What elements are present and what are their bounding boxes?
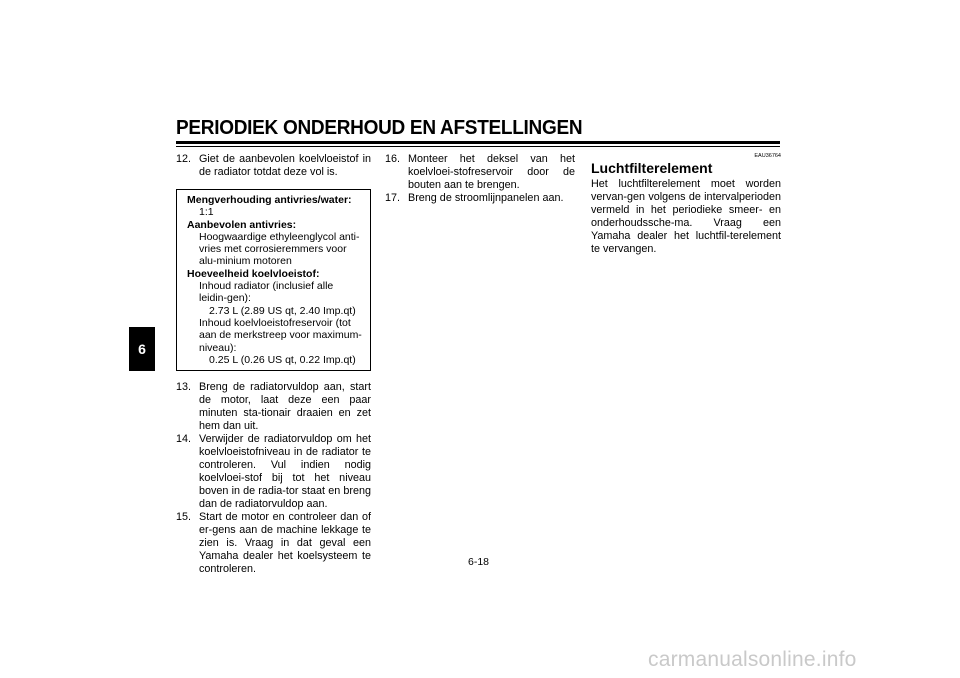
coolant-spec-box — [176, 189, 371, 371]
mix-label: Mengverhouding antivries/water: — [187, 194, 352, 206]
middle-column — [385, 153, 575, 205]
mix-value: 1:1 — [199, 206, 214, 219]
step-14 — [176, 433, 371, 511]
step-number: 15. — [176, 511, 192, 524]
step-13 — [176, 381, 371, 433]
step-number: 12. — [176, 153, 192, 165]
step-text: Breng de radiatorvuldop aan, start de motor, laat deze een paar minuten sta-tionair draaien en zet hem dan uit. — [199, 381, 371, 433]
header-rule-thin — [176, 146, 780, 147]
chapter-number: 6 — [138, 341, 146, 357]
antifreeze-value: Hoogwaardige ethyleenglycol anti-vries met corrosieremmers voor alu-minium motoren — [199, 230, 360, 268]
page-title: PERIODIEK ONDERHOUD EN AFSTELLINGEN — [176, 117, 583, 139]
radiator-label: Inhoud radiator (inclusief alle leidin-gen): — [199, 280, 334, 305]
header-rule-thick — [176, 141, 780, 144]
step-text: Breng de stroomlijnpanelen aan. — [408, 192, 564, 204]
step-12 — [176, 153, 371, 179]
step-number: 17. — [385, 192, 401, 204]
step-17 — [385, 192, 575, 205]
step-text: Verwijder de radiatorvuldop om het koelvloeistofniveau in de radiator te controleren. Vul indien nodig koelvloei-stof bij tot het niveau boven in de radia-tor staat en breng dan de radiatorvuldop aan. — [199, 433, 371, 511]
step-16 — [385, 153, 575, 192]
section-body: Het luchtfilterelement moet worden vervan-gen volgens de intervalperioden vermeld in het periodieke smeer- en onderhoudssche-ma. Vraag een Yamaha dealer het luchtfil-terelement te vervangen. — [591, 178, 781, 255]
section-code: EAU36764 — [754, 153, 781, 159]
section-title: Luchtfilterelement — [591, 160, 713, 176]
antifreeze-label: Aanbevolen antivries: — [187, 218, 297, 231]
step-text: Monteer het deksel van het koelvloei-stofreservoir door de bouten aan te brengen. — [408, 153, 575, 191]
step-number: 13. — [176, 381, 192, 394]
reservoir-label: Inhoud koelvloeistofreservoir (tot aan de merkstreep voor maximum-niveau): — [199, 316, 362, 354]
quantity-label: Hoeveelheid koelvloeistof: — [187, 267, 320, 280]
reservoir-value: 0.25 L (0.26 US qt, 0.22 Imp.qt) — [209, 353, 356, 366]
step-number: 14. — [176, 433, 192, 446]
watermark: carmanualsonline.info — [648, 648, 857, 671]
step-number: 16. — [385, 153, 401, 165]
step-15 — [176, 511, 371, 576]
right-column — [591, 153, 781, 256]
chapter-tab — [129, 327, 155, 371]
radiator-value: 2.73 L (2.89 US qt, 2.40 Imp.qt) — [209, 304, 356, 317]
left-column — [176, 153, 371, 576]
step-text: Start de motor en controleer dan of er-gens aan de machine lekkage te zien is. Vraag in dat geval een Yamaha dealer het koelsysteem te controleren. — [199, 511, 371, 576]
page-number: 6-18 — [468, 556, 490, 568]
step-text: Giet de aanbevolen koelvloeistof in de radiator totdat deze vol is. — [199, 153, 371, 178]
